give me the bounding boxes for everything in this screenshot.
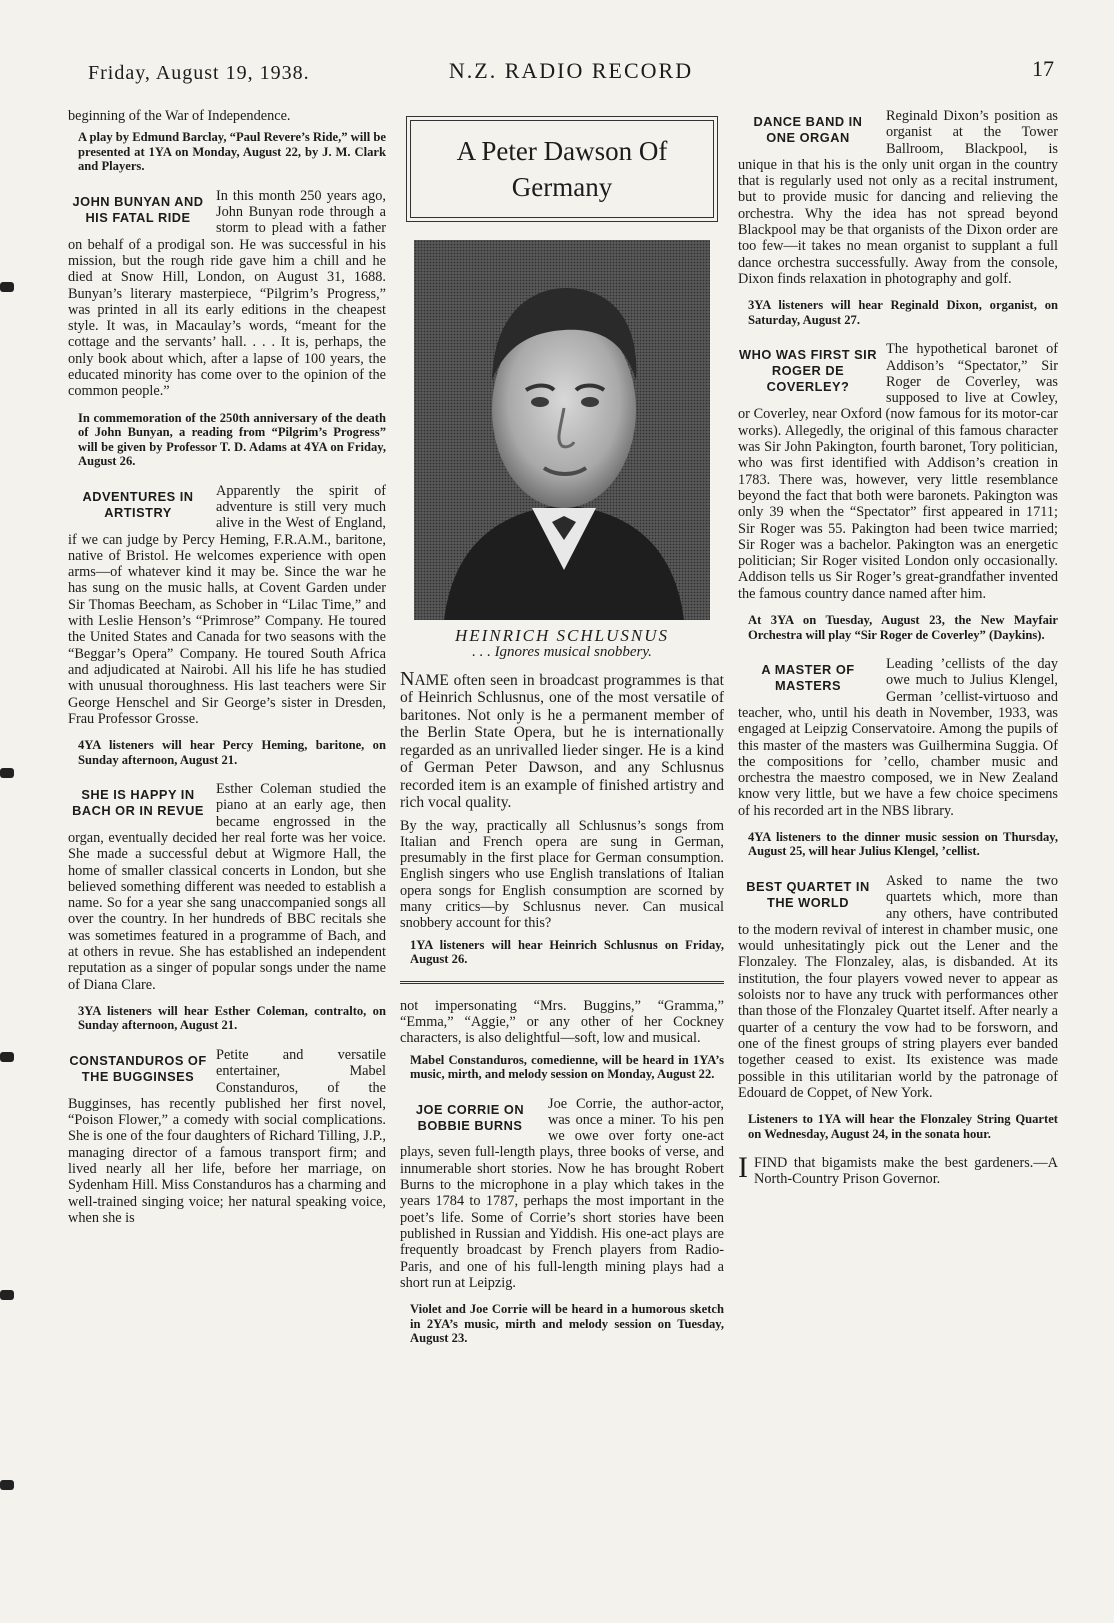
photo-caption xyxy=(400,628,724,661)
article-bach xyxy=(68,781,386,1033)
article-corrie xyxy=(400,1096,724,1346)
article-body: Reginald Dixon’s position as organist at the Tower Ballroom, Blackpool, is unique in that his is the only unit organ in the country that is regularly used not only as a recital instrument, but to provide music for dancing and relieving the orchestra. Why the idea has not spread beyond Blackpool may be that organists of the Dixon order are too few—it takes no mean organist to supplant a full dance orchestra successfully. Away from the console, Dixon finds relaxation in photography and golf. xyxy=(738,108,1058,287)
middle-column xyxy=(400,108,724,1360)
caption-name: HEINRICH SCHLUSNUS xyxy=(454,626,670,645)
broadcast-note: 4YA listeners to the dinner music session on Thursday, August 25, will hear Julius Klengel, ’cellist. xyxy=(748,829,1058,859)
closing-dropcap: I xyxy=(738,1151,748,1185)
margin-mark xyxy=(0,282,14,292)
article-dance-band xyxy=(738,108,1058,327)
broadcast-note: 3YA listeners will hear Esther Coleman, contralto, on Sunday afternoon, August 21. xyxy=(78,1003,386,1033)
margin-mark xyxy=(0,1052,14,1062)
right-column xyxy=(738,108,1058,1188)
article-quartet xyxy=(738,873,1058,1141)
headline-box xyxy=(406,116,718,222)
continued-text: not impersonating “Mrs. Buggins,” “Gramma,” “Emma,” “Aggie,” or any other of her Cockney characters, is also delightful—soft, low and musical. xyxy=(400,997,724,1047)
article-body: Asked to name the two quartets which, more than any others, have contributed to the modern revival of interest in chamber music, one would unhesitatingly pick out the Lener and the Flonzaley. The Flonzaley, alas, is disbanded. At its institution, the four players vowed never to appear as soloists nor to have any truck with performances other than those of the Flonzaley Quartet itself. After nearly a quarter of a century the vow had to be forsworn, and one of the finest groups of string players ever banded together ceased to exist. Its existence was made possible in this utilitarian world by the patronage of Edouard de Coppet, of New York. xyxy=(738,872,1058,1101)
section-divider xyxy=(400,981,724,984)
publication-title: N.Z. RADIO RECORD xyxy=(448,58,694,83)
broadcast-note: Mabel Constanduros, comedienne, will be heard in 1YA’s music, mirth, and melody session on Monday, August 22. xyxy=(410,1052,724,1082)
broadcast-note: 4YA listeners will hear Percy Heming, baritone, on Sunday afternoon, August 21. xyxy=(78,738,386,767)
article-body: Apparently the spirit of adventure is still very much alive in the West of England, if we can judge by Percy Heming, F.R.A.M., baritone, native of Bristol. He welcomes experience with open arms—of whatever kind it may be. Since the war he has sung on the music halls, at Covent Garden under Sir Thomas Beecham, as Schober in “Lilac Time,” and with Leslie Henson’s “Primrose” Company. He toured the United States and Canada for two seasons with the “Beggar’s Opera” Company. He toured South Africa and adjudicated at Nairobi. All his life he has studied with unusual thoroughness. His last teachers were Sir George Henschel and Sir George’s sister in Dresden, Frau Professor Grosse. xyxy=(68,482,386,727)
masthead xyxy=(88,54,1054,90)
article-body: Esther Coleman studied the piano at an early age, then became engrossed in the organ, eventually decided her real forte was her voice. She made a successful debut at Wigmore Hall, the home of smaller classical concerts in London, but she believed something different was needed to establish a name. So for a year she sang unaccompanied songs all over the country. In her hundreds of BBC recitals she was sometimes featured in a programme of Bach, and at others in revue. She has established an independent reputation as a singer of popular songs under the name of Diana Clare. xyxy=(68,781,386,993)
article-body: In this month 250 years ago, John Bunyan rode through a storm to plead with a father on behalf of a prodigal son. He was successful in his mission, but the rough ride gave him a chill and he died at Snow Hill, London, on August 31, 1688. Bunyan’s literary masterpiece, “Pilgrim’s Progress,” was printed in all its early editions in the cheapest style. It was, in Macaulay’s words, “meant for the cottage and the servants’ hall. . . . It is, perhaps, the only book about which, after a lapse of 100 years, the educated minority has come over to the opinion of the common people.” xyxy=(68,187,386,400)
article-heading: BEST QUARTET IN THE WORLD xyxy=(746,878,870,910)
article-bunyan xyxy=(68,188,386,469)
margin-mark xyxy=(0,768,14,778)
left-column xyxy=(68,108,386,1232)
issue-date: Friday, August 19, 1938. xyxy=(88,62,310,84)
closing-quote xyxy=(738,1151,1058,1188)
article-body: Joe Corrie, the author-actor, was once a miner. To his pen we owe over forty one-act plays, seven full-length plays, three books of verse, and innumerable short stories. Now he has brought Robert Burns to the microphone in a play which takes in the years 1784 to 1787, perhaps the most important in the poet’s life. Some of Corrie’s short stories have been published in Russian and Yiddish. His one-act plays are frequently broadcast by French players from Radio-Paris, and one of his full-length mining plays had a short run at Leipzig. xyxy=(400,1095,724,1291)
article-coverley xyxy=(738,341,1058,642)
portrait-photo xyxy=(414,240,710,620)
intro-line: beginning of the War of Independence. xyxy=(68,108,291,124)
broadcast-note: Listeners to 1YA will hear the Flonzaley String Quartet on Wednesday, August 24, in the sonata hour. xyxy=(748,1112,1058,1141)
article-master xyxy=(738,656,1058,859)
article-lead: NAME often seen in broadcast programmes is that of Heinrich Schlusnus, one of the most versatile of baritones. Not only is he a permanent member of the Berlin State Opera, but he is internationally regarded as an unrivalled lieder singer. He is a kind of German Peter Dawson, and any Schlusnus recorded item is an example of finished artistry and rich vocal quality. xyxy=(400,667,724,812)
intro-note: A play by Edmund Barclay, “Paul Revere’s Ride,” will be presented at 1YA on Monday, August 22, by J. M. Clark and Players. xyxy=(78,130,386,174)
broadcast-note: At 3YA on Tuesday, August 23, the New Mayfair Orchestra will play “Sir Roger de Coverley” (Daykins). xyxy=(748,613,1058,642)
article-heading: SHE IS HAPPY IN BACH OR IN REVUE xyxy=(72,787,204,819)
article-heading: ADVENTURES IN ARTISTRY xyxy=(82,488,194,520)
caption-subtitle: . . . Ignores musical snobbery. xyxy=(472,644,652,661)
page-number: 17 xyxy=(1032,56,1054,81)
article-heading: A MASTER OF MASTERS xyxy=(761,662,855,694)
headline: A Peter Dawson Of Germany xyxy=(410,120,714,218)
broadcast-note: In commemoration of the 250th anniversary of the death of John Bunyan, a reading from “Pilgrim’s Progress” will be given by Professor T. D. Adams at 4YA on Friday, August 26. xyxy=(78,410,386,469)
article-body: The hypothetical baronet of Addison’s “Spectator,” Sir Roger de Coverley, was supposed to live at Cowley, or Coverley, near Oxford (now famous for its motor-car works). Allegedly, the original of this famous character was Sir John Pakington, fourth baronet, Tory politician, who was first identified with Addison’s creation in 1783. There was, however, very little resemblance beyond the fact that both were baronets. Pakington was only 39 when the “Spectator” first appeared in 1711; Sir Roger was 55. Pakington had been twice married; Sir Roger was a bachelor. Pakington was an energetic politician; Sir Roger visited London only occasionally. Addison tells us Sir Roger’s great-grandfather invented the famous country dance named after him. xyxy=(738,341,1058,602)
broadcast-note: Violet and Joe Corrie will be heard in a humorous sketch in 2YA’s music, mirth and melody session on Tuesday, August 23. xyxy=(410,1302,724,1346)
article-heading: DANCE BAND IN ONE ORGAN xyxy=(753,114,863,145)
portrait-image xyxy=(414,240,710,620)
article-heading: JOHN BUNYAN AND HIS FATAL RIDE xyxy=(72,193,204,225)
broadcast-note: 3YA listeners will hear Reginald Dixon, organist, on Saturday, August 27. xyxy=(748,298,1058,327)
broadcast-note: 1YA listeners will hear Heinrich Schlusnus on Friday, August 26. xyxy=(410,937,724,967)
article-heading: CONSTANDUROS OF THE BUGGINSES xyxy=(69,1052,207,1084)
margin-mark xyxy=(0,1290,14,1300)
article-heading: JOE CORRIE ON BOBBIE BURNS xyxy=(415,1101,525,1133)
article-bugginses xyxy=(68,1047,386,1226)
article-heading: WHO WAS FIRST SIR ROGER DE COVERLEY? xyxy=(739,347,877,395)
article-artistry xyxy=(68,483,386,767)
closing-quote-text: FIND that bigamists make the best gardeners.—A North-Country Prison Governor. xyxy=(754,1155,1058,1188)
article-body: Petite and versatile entertainer, Mabel Constanduros, of the Bugginses, has recently published her first novel, “Poison Flower,” a comedy with social complications. She is one of the four daughters of Richard Tilling, J.P., managing director of a famous transport firm; and lived nearly all her life, before her marriage, on Sydenham Hill. Miss Constanduros has a charming and well-trained singing voice; her natural speaking voice, when she is xyxy=(68,1046,386,1226)
article-body: Leading ’cellists of the day owe much to Julius Klengel, German ’cellist-virtuoso and teacher, who, until his death in November, 1933, was engaged at Leipzig Conservatoire. Among the pupils of this master of the masters was Guilhermina Suggia. Of the compositions for ’cello, chamber music and orchestra the maestro composed, we in New Zealand know very little, but we have a few choice specimens of his recorded art in the NBS library. xyxy=(738,656,1058,819)
article-body: By the way, practically all Schlusnus’s songs from Italian and French opera are sung in German, presumably in the first place for German consumption. English singers who use English translations of Italian opera songs for English consumption are scorned by many critics—by Schlusnus never. Can musical snobbery account for this? xyxy=(400,817,724,932)
margin-mark xyxy=(0,1480,14,1490)
